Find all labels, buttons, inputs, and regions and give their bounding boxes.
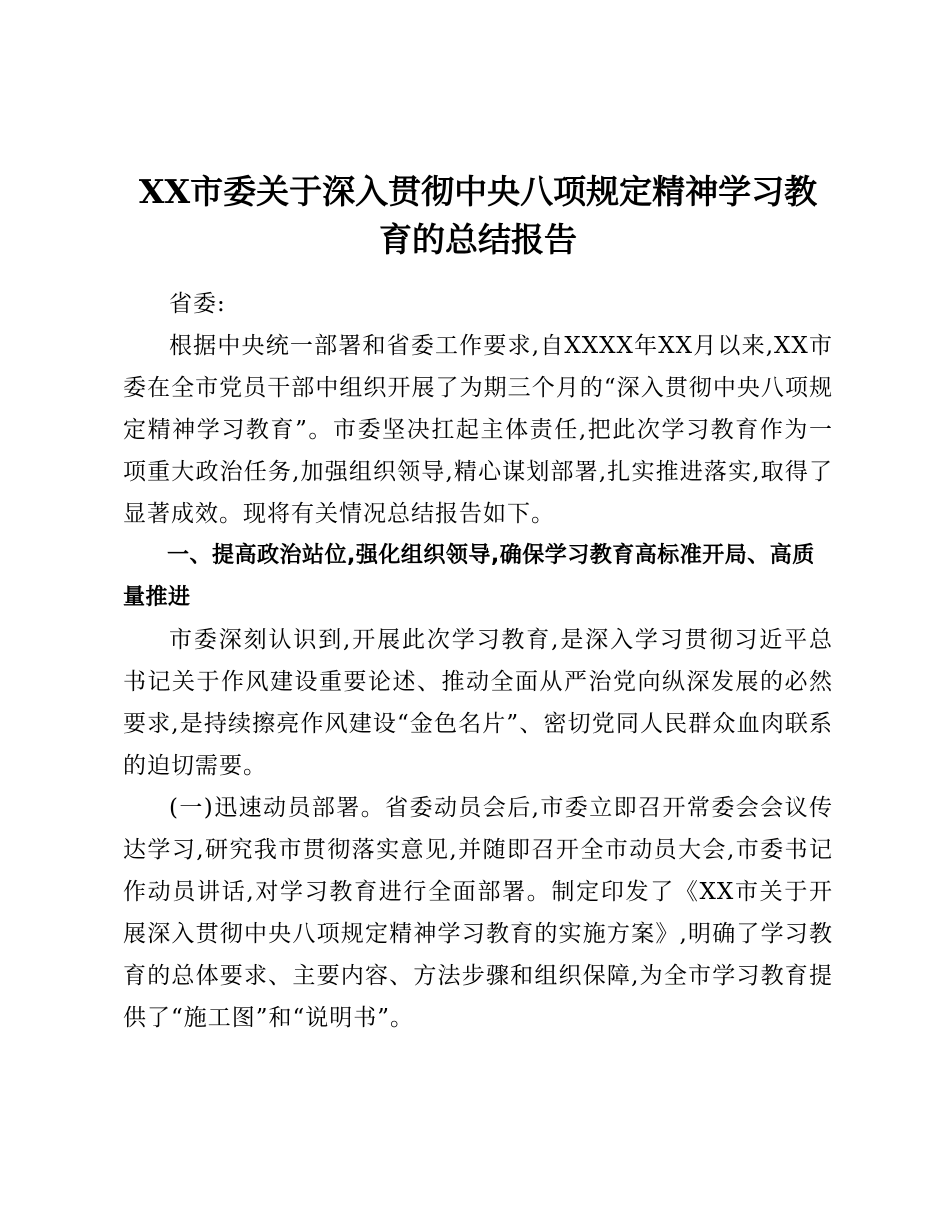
- intro-paragraph: 根据中央统一部署和省委工作要求,自XXXX年XX月以来,XX市委在全市党员干部中组织开展了为期三个月的“深入贯彻中央八项规定精神学习教育”。市委坚决扛起主体责任,把此次学习教育作为一项重大政治任务,加强组织领导,精心谋划部署,扎实推进落实,取得了显著成效。现将有关情况总结报告如下。: [123, 333, 833, 527]
- section-1-paragraph: 市委深刻认识到,开展此次学习教育,是深入学习贯彻习近平总书记关于作风建设重要论述、推动全面从严治党向纵深发展的必然要求,是持续擦亮作风建设“金色名片”、密切党同人民群众血肉联系的迫切需要。: [123, 627, 833, 779]
- section-heading-1: 一、提高政治站位,强化组织领导,确保学习教育高标准开局、高质量推进: [123, 543, 815, 610]
- salutation: 省委:: [169, 291, 226, 317]
- title-line-2: 育的总结报告: [379, 220, 577, 259]
- document-page: [123, 168, 833, 1039]
- document-title: [123, 168, 833, 264]
- subsection-1-paragraph: (一)迅速动员部署。省委动员会后,市委立即召开常委会会议传达学习,研究我市贯彻落实意见,并随即召开全市动员大会,市委书记作动员讲话,对学习教育进行全面部署。制定印发了《XX市关于开展深入贯彻中央八项规定精神学习教育的实施方案》,明确了学习教育的总体要求、主要内容、方法步骤和组织保障,为全市学习教育提供了“施工图”和“说明书”。: [123, 795, 833, 1031]
- title-line-1: XX市委关于深入贯彻中央八项规定精神学习教: [138, 172, 818, 211]
